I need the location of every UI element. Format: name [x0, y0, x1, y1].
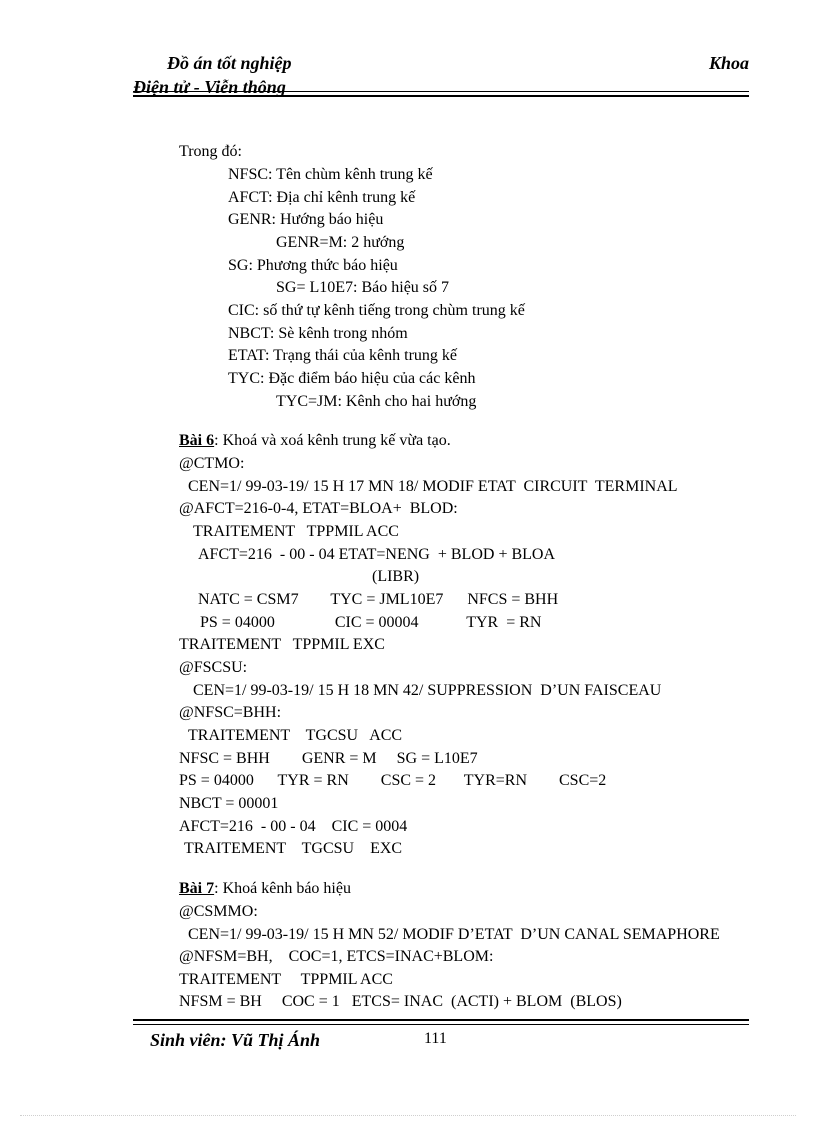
- line-text: CEN=1/ 99-03-19/ 15 H 17 MN 18/ MODIF ETAT CIRCUIT TERMINAL: [188, 478, 678, 495]
- text-line: [228, 256, 398, 276]
- line-text: : Khoá và xoá kênh trung kế vừa tạo.: [214, 432, 451, 449]
- line-text: GENR=M: 2 hướng: [276, 234, 405, 251]
- line-text: TRAITEMENT TGCSU EXC: [184, 840, 403, 857]
- text-line: [179, 658, 247, 678]
- line-text: @FSCSU:: [179, 659, 248, 676]
- line-text: SG: Phương thức báo hiệu: [228, 257, 398, 274]
- line-text: NFSC: Tên chùm kênh trung kế: [228, 166, 433, 183]
- header-rule-top: [133, 91, 749, 92]
- text-line: [193, 681, 661, 701]
- text-line: [228, 301, 525, 321]
- line-text: SG= L10E7: Báo hiệu số 7: [276, 279, 450, 296]
- text-line: [188, 925, 720, 945]
- line-text: GENR: Hướng báo hiệu: [228, 211, 384, 228]
- exercise-label: Bài 7: [179, 880, 215, 897]
- header-title: Đồ án tốt nghiệp: [167, 53, 292, 73]
- text-line: [179, 499, 458, 519]
- text-line: [228, 369, 475, 389]
- exercise-heading: [179, 879, 351, 899]
- line-text: @CTMO:: [179, 455, 245, 472]
- line-text: @NFSC=BHH:: [179, 704, 282, 721]
- line-text: TRAITEMENT TPPMIL ACC: [193, 523, 399, 540]
- line-text: @CSMMO:: [179, 903, 258, 920]
- header-faculty: Khoa: [709, 53, 750, 73]
- text-line: [276, 278, 449, 298]
- text-line: [179, 817, 407, 837]
- line-text: PS = 04000 TYR = RN CSC = 2 TYR=RN CSC=2: [179, 772, 607, 789]
- text-line: [228, 324, 408, 344]
- page-bottom-divider: [20, 1115, 796, 1116]
- text-line: [228, 188, 415, 208]
- text-line: [179, 771, 606, 791]
- text-line: [179, 142, 242, 162]
- text-line: [276, 233, 404, 253]
- line-text: ETAT: Trạng thái của kênh trung kế: [228, 347, 457, 364]
- line-text: NBCT: Sè kênh trong nhóm: [228, 325, 408, 342]
- line-text: NBCT = 00001: [179, 795, 279, 812]
- text-line: [179, 970, 393, 990]
- text-line: [179, 992, 622, 1012]
- text-line: [228, 165, 433, 185]
- text-line: [179, 454, 244, 474]
- line-text: CEN=1/ 99-03-19/ 15 H MN 52/ MODIF D’ETAT D’UN CANAL SEMAPHORE: [188, 926, 720, 943]
- line-text: AFCT=216 - 00 - 04 ETAT=NENG + BLOD + BLOA: [198, 546, 556, 563]
- text-line: [179, 902, 258, 922]
- line-text: NFSM = BH COC = 1 ETCS= INAC (ACTI) + BLOM (BLOS): [179, 993, 622, 1010]
- line-text: NFSC = BHH GENR = M SG = L10E7: [179, 750, 478, 767]
- text-line: [193, 522, 399, 542]
- footer-student-name: Sinh viên: Vũ Thị Ánh: [150, 1030, 321, 1050]
- line-text: TRAITEMENT TPPMIL EXC: [179, 636, 385, 653]
- exercise-heading: [179, 431, 451, 451]
- text-line: [228, 346, 457, 366]
- text-line: [179, 947, 493, 967]
- text-line: [179, 635, 385, 655]
- exercise-label: Bài 6: [179, 432, 215, 449]
- text-line: [188, 726, 402, 746]
- text-line: [372, 567, 419, 587]
- line-text: TRAITEMENT TPPMIL ACC: [179, 971, 393, 988]
- text-line: [179, 703, 281, 723]
- line-text: NATC = CSM7 TYC = JML10E7 NFCS = BHH: [198, 591, 559, 608]
- header-department: Điện tử - Viễn thông: [133, 77, 286, 97]
- text-line: [184, 839, 402, 859]
- page-number: 111: [424, 1030, 447, 1047]
- line-text: CIC: số thứ tự kênh tiếng trong chùm trung kế: [228, 302, 525, 319]
- line-text: (LIBR): [372, 568, 420, 585]
- line-text: TYC=JM: Kênh cho hai hướng: [276, 393, 477, 410]
- text-line: [198, 545, 555, 565]
- text-line: [276, 392, 476, 412]
- line-text: TRAITEMENT TGCSU ACC: [188, 727, 403, 744]
- text-line: [179, 749, 478, 769]
- footer-rule-bottom: [133, 1024, 749, 1025]
- line-text: TYC: Đặc điểm báo hiệu của các kênh: [228, 370, 476, 387]
- line-text: @NFSM=BH, COC=1, ETCS=INAC+BLOM:: [179, 948, 494, 965]
- line-text: AFCT: Địa chỉ kênh trung kế: [228, 189, 416, 206]
- line-text: : Khoá kênh báo hiệu: [214, 880, 351, 897]
- line-text: PS = 04000 CIC = 00004 TYR = RN: [200, 614, 542, 631]
- line-text: Trong đó:: [179, 143, 242, 160]
- text-line: [188, 477, 678, 497]
- text-line: [198, 590, 558, 610]
- line-text: @AFCT=216-0-4, ETAT=BLOA+ BLOD:: [179, 500, 458, 517]
- line-text: AFCT=216 - 00 - 04 CIC = 0004: [179, 818, 408, 835]
- footer-rule-top: [133, 1019, 749, 1021]
- text-line: [228, 210, 383, 230]
- line-text: CEN=1/ 99-03-19/ 15 H 18 MN 42/ SUPPRESSION D’UN FAISCEAU: [193, 682, 662, 699]
- text-line: [200, 613, 541, 633]
- text-line: [179, 794, 278, 814]
- header-rule-bottom: [133, 95, 749, 97]
